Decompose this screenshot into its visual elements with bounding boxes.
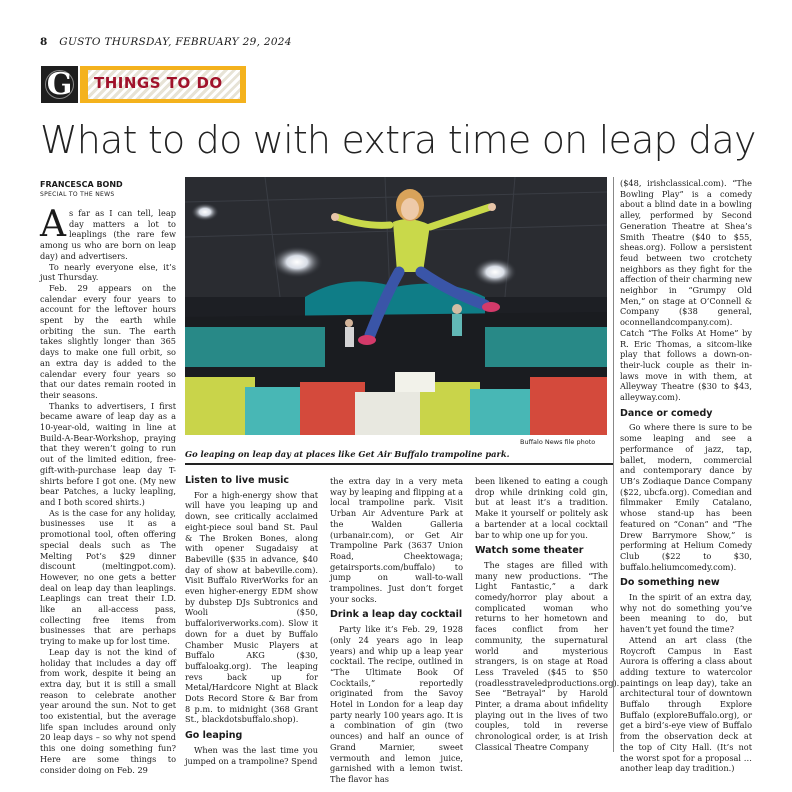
paragraph: Go where there is sure to be some leaping and see a performance of jazz, tap, ballet, modern, commercial and contemporary dance by UB’s Zodiaque Dance Company ($22, ubcfa.org). Comedian and filmmaker Emily Catalano, whose stand-up has been featured on “Conan” and “The Drew Barrymore Show,” is performing at Helium Comedy Club ($22 to $30, buffalo.heliumcomedy.com).: [620, 422, 752, 572]
subhead-go-leaping: Go leaping: [185, 730, 243, 742]
column-divider: [613, 177, 614, 752]
byline-name: FRANCESCA BOND: [40, 180, 123, 189]
photo-credit: Buffalo News file photo: [520, 438, 596, 446]
subhead-cocktail: Drink a leap day cocktail: [330, 609, 463, 621]
article-column-5: [620, 178, 752, 774]
section-name: GUSTO: [59, 36, 101, 48]
subhead-something-new: Do something new: [620, 577, 720, 589]
article-column-4: [475, 476, 620, 753]
paragraph: Feb. 29 appears on the calendar every four years to account for the leftover hours spent by the earth while orbiting the sun. The earth takes slightly longer than 365 days to make one full orbit, so an extra day is added to the calendar every four years so that our dates remain rooted in their seasons.: [40, 282, 176, 400]
logo-letter: G: [46, 67, 73, 102]
paragraph: To nearly everyone else, it’s just Thursday.: [40, 261, 176, 283]
paragraph: Attend an art class (the Roycroft Campus in East Aurora is offering a class about adding texture to watercolor paintings on leap day), take an architectural tour of downtown Buffalo through Explore Buffalo (exploreBuffalo.org), or get a bird’s-eye view of Buffalo from the observation deck at the top of City Hall. (It’s not the worst spot for a proposal … another leap day tradition.): [620, 634, 752, 774]
drop-cap: A: [40, 204, 66, 245]
article-column-1: [40, 204, 176, 775]
paragraph: As is the case for any holiday, businesses use it as a promotional tool, often offering special deals such as The Melting Pot’s $29 dinner discount (meltingpot.com). However, no one gets a better deal on leap day than leaplings. Leaplings can treat their I.D. like an all-access pass, collecting free items from businesses that are perhaps trying to make up for lost time.: [40, 507, 176, 647]
intro-paragraph: [40, 204, 176, 262]
paragraph: Thanks to advertisers, I first became aware of leap day as a 10-year-old, waiting in line at Build-A-Bear-Workshop, praying that they weren’t going to run out of the limited edition, free-gift-with-purchase leap day T-shirts before I got one. (My new bear Patches, a lucky leapling, and I both scored shirts.): [40, 400, 176, 507]
paragraph-text: s far as I can tell, leap day matters a lot to leaplings (the rare few among us who are born on leap day) and advertisers.: [40, 208, 176, 261]
paragraph: Leap day is not the kind of holiday that includes a day off from work, despite it being an extra day, but it is still a small reason to celebrate another year around the sun. Not to get too existential, but the average life span includes around only 20 leap days – so why not spend this one doing something fun? Here are some things to consider doing on Feb. 29: [40, 646, 176, 775]
issue-date: THURSDAY, FEBRUARY 29, 2024: [104, 36, 292, 48]
section-label-band: [80, 66, 246, 103]
folio: [40, 36, 292, 48]
photo-image: [185, 177, 607, 435]
gusto-logo-icon: [41, 66, 78, 103]
paragraph: When was the last time you jumped on a trampoline? Spend: [185, 744, 318, 766]
article-column-2: [185, 476, 318, 766]
trampoline-photo: [185, 177, 607, 435]
page-number: 8: [40, 36, 48, 48]
article-column-3: [330, 476, 463, 785]
byline-affiliation: SPECIAL TO THE NEWS: [40, 191, 115, 198]
photo-caption: Go leaping on leap day at places like Get Air Buffalo trampoline park.: [185, 449, 510, 459]
subhead-live-music: Listen to live music: [185, 475, 290, 486]
subhead-dance-comedy: Dance or comedy: [620, 407, 713, 419]
paragraph: The stages are filled with many new productions. “The Light Fantastic,” a dark comedy/horror play about a complicated woman who returns to her hometown and faces conflict from her community, the supernatural world and mysterious strangers, is on stage at Road Less Traveled ($45 to $50 (roadlesstraveledproductions.org). See “Betrayal” by Harold Pinter, a drama about infidelity playing out in the lives of two couples, told in reverse chronological order, is at Irish Classical Theatre Company: [475, 559, 620, 752]
paragraph: For a high-energy show that will have you leaping up and down, see critically acclaimed eight-piece soul band St. Paul & The Broken Bones, along with opener Sugadaisy at Babeville ($35 in advance, $40 day of show at babeville.com). Visit Buffalo RiverWorks for an even higher-energy EDM show by dubstep DJs Subtronics and Wooli ($50, buffaloriverworks.com). Slow it down for a duet by Buffalo Chamber Music Players at Buffalo AKG ($30, buffaloakg.org). The leaping revs back up for Metal/Hardcore Night at Black Dots Record Store & Bar from 8 p.m. to midnight (368 Grant St., blackdotsbuffalo.shop).: [185, 489, 318, 725]
caption-rule: [185, 463, 613, 465]
paragraph: Party like it’s Feb. 29, 1928 (only 24 years ago in leap years) and whip up a leap year cocktail. The recipe, outlined in “The Ultimate Book Of Cocktails,” reportedly originated from the Savoy Hotel in London for a leap day party nearly 100 years ago. It is a combination of gin (two ounces) and half an ounce of Grand Marnier, sweet vermouth and lemon juice, garnished with a lemon twist. The flavor has: [330, 624, 463, 784]
paragraph: In the spirit of an extra day, why not do something you’ve been meaning to do, but haven’t yet found the time?: [620, 592, 752, 635]
paragraph: been likened to eating a cough drop while drinking cold gin, but at least it’s a tradition. Make it yourself or politely ask a bartender at a local cocktail bar to whip one up for you.: [475, 476, 608, 540]
section-label: THINGS TO DO: [94, 74, 223, 92]
subhead-theater: Watch some theater: [475, 545, 584, 557]
paragraph: ($48, irishclassical.com). “The Bowling Play” is a comedy about a blind date in a bowling alley, performed by Second Generation Theatre at Shea’s Smith Theatre ($40 to $55, sheas.org). Follow a persistent feud between two crotchety neighbors as they fight for the affection of their charming new neighbor in “Grumpy Old Men,” on stage at O’Connell & Company ($38 general, oconnellandcompany.com). Catch “The Folks At Home” by R. Eric Thomas, a sitcom-like play that follows a down-on-their-luck couple as their in-laws move in with them, at Alleyway Theatre ($30 to $43, alleyway.com).: [620, 178, 752, 403]
paragraph: the extra day in a very meta way by leaping and flipping at a local trampoline park. Visit Urban Air Adventure Park at the Walden Galleria (urbanair.com), or Get Air Trampoline Park (3637 Union Road, Cheektowaga; getairsports.com/buffalo) to jump on wall-to-wall trampolines. Just don’t forget your socks.: [330, 476, 463, 604]
headline: What to do with extra time on leap day: [40, 118, 756, 162]
